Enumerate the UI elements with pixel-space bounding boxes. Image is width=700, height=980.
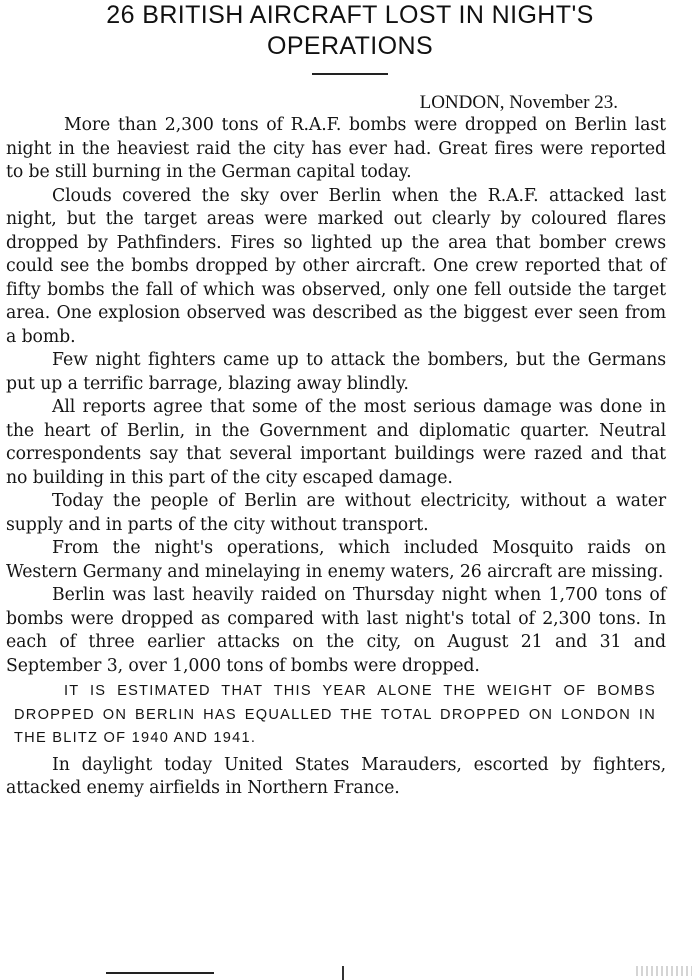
paragraph-5: Today the people of Berlin are without electricity, without a water supply and in parts of the city without transport. <box>6 491 666 535</box>
paragraph-7: Berlin was last heavily raided on Thursday night when 1,700 tons of bombs were dropped as compared with last night's total of 2,300 tons. In each of three earlier attacks on the city, on August 21 and 31 and September 3, over 1,000 tons of bombs were dropped. <box>6 585 666 676</box>
paragraph-3: Few night fighters came up to attack the bombers, but the Germans put up a terrific barrage, blazing away blindly. <box>6 350 666 394</box>
caps-highlight-paragraph: IT IS ESTIMATED THAT THIS YEAR ALONE THE WEIGHT OF BOMBS DROPPED ON BERLIN HAS EQUALLED THE TOTAL DROPPED ON LONDON IN THE BLITZ OF 1940 AND 1941. <box>14 683 656 746</box>
column-mark <box>342 966 344 980</box>
dateline: LONDON, November 23. <box>419 92 618 113</box>
footer-divider <box>106 972 214 974</box>
closing-paragraph: In daylight today United States Marauders, escorted by fighters, attacked enemy airfields in Northern France. <box>6 754 666 798</box>
paragraph-6: From the night's operations, which included Mosquito raids on Western Germany and minelaying in enemy waters, 26 aircraft are missing. <box>6 538 666 582</box>
print-speckle <box>636 966 692 976</box>
paragraph-4: All reports agree that some of the most serious damage was done in the heart of Berlin, in the Government and diplomatic quarter. Neutral correspondents say that several important buildings were razed and that no building in this part of the city escaped damage. <box>6 397 666 488</box>
paragraph-1: More than 2,300 tons of R.A.F. bombs were dropped on Berlin last night in the heaviest raid the city has ever had. Great fires were reported to be still burning in the German capital today. <box>6 115 666 182</box>
headline-divider <box>312 73 388 75</box>
article-body <box>0 114 700 801</box>
headline-line-2: OPERATIONS <box>266 32 434 60</box>
headline <box>0 0 700 62</box>
headline-line-1: 26 BRITISH AIRCRAFT LOST IN NIGHT'S <box>106 1 594 29</box>
paragraph-2: Clouds covered the sky over Berlin when the R.A.F. attacked last night, but the target areas were marked out clearly by coloured flares dropped by Pathfinders. Fires so lighted up the area that bomber crews could see the bombs dropped by other aircraft. One crew reported that of fifty bombs the fall of which was observed, only one fell outside the target area. One explosion observed was described as the biggest ever seen from a bomb. <box>6 185 666 347</box>
